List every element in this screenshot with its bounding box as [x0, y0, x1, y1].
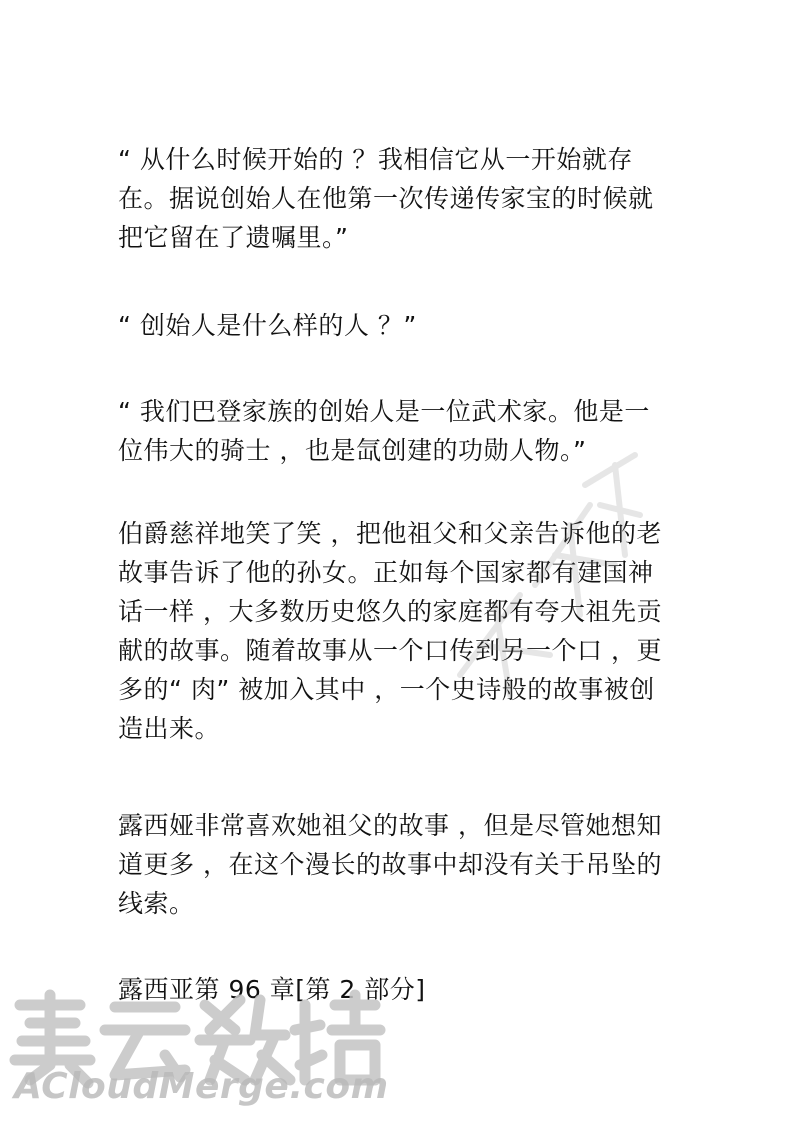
text-line: 在。据说创始人在他第一次传递传家宝的时候就 — [118, 184, 654, 213]
text-line: 话一样 ，大多数历史悠久的家庭都有夸大祖先贡 — [118, 597, 662, 626]
text-line: 献的故事。随着故事从一个口传到另一个口 ，更 — [118, 636, 662, 665]
paragraph-3 — [118, 392, 678, 470]
chapter-title: 露西亚第 96 章[第 2 部分] — [118, 975, 426, 1004]
text-line: 伯爵慈祥地笑了笑 ，把他祖父和父亲告诉他的老 — [118, 519, 662, 548]
text-line: “ 我们巴登家族的创始人是一位武术家。他是一 — [118, 397, 650, 426]
paragraph-2 — [118, 306, 678, 345]
watermark-latin-text: ACloudMerge.com — [14, 1066, 389, 1107]
text-line: 道更多 ，在这个漫长的故事中却没有关于吊坠的 — [118, 850, 662, 879]
text-line: “ 从什么时候开始的 ？我相信它从一开始就存 — [118, 145, 633, 174]
text-line: 造出来。 — [118, 714, 221, 743]
text-line: 多的“ 肉” 被加入其中 ，一个史诗般的故事被创 — [118, 675, 655, 704]
text-line: 把它留在了遗嘱里。” — [118, 223, 349, 252]
text-line: 位伟大的骑士 ，也是氙创建的功勋人物。” — [118, 436, 587, 465]
paragraph-4 — [118, 514, 678, 748]
text-line: “ 创始人是什么样的人 ？” — [118, 311, 417, 340]
text-line: 故事告诉了他的孙女。正如每个国家都有建国神 — [118, 558, 654, 587]
text-line: 线索。 — [118, 889, 195, 918]
paragraph-1 — [118, 140, 678, 257]
paragraph-5 — [118, 806, 678, 923]
text-line: 露西娅非常喜欢她祖父的故事 ，但是尽管她想知 — [118, 811, 662, 840]
chapter-heading — [118, 970, 678, 1009]
